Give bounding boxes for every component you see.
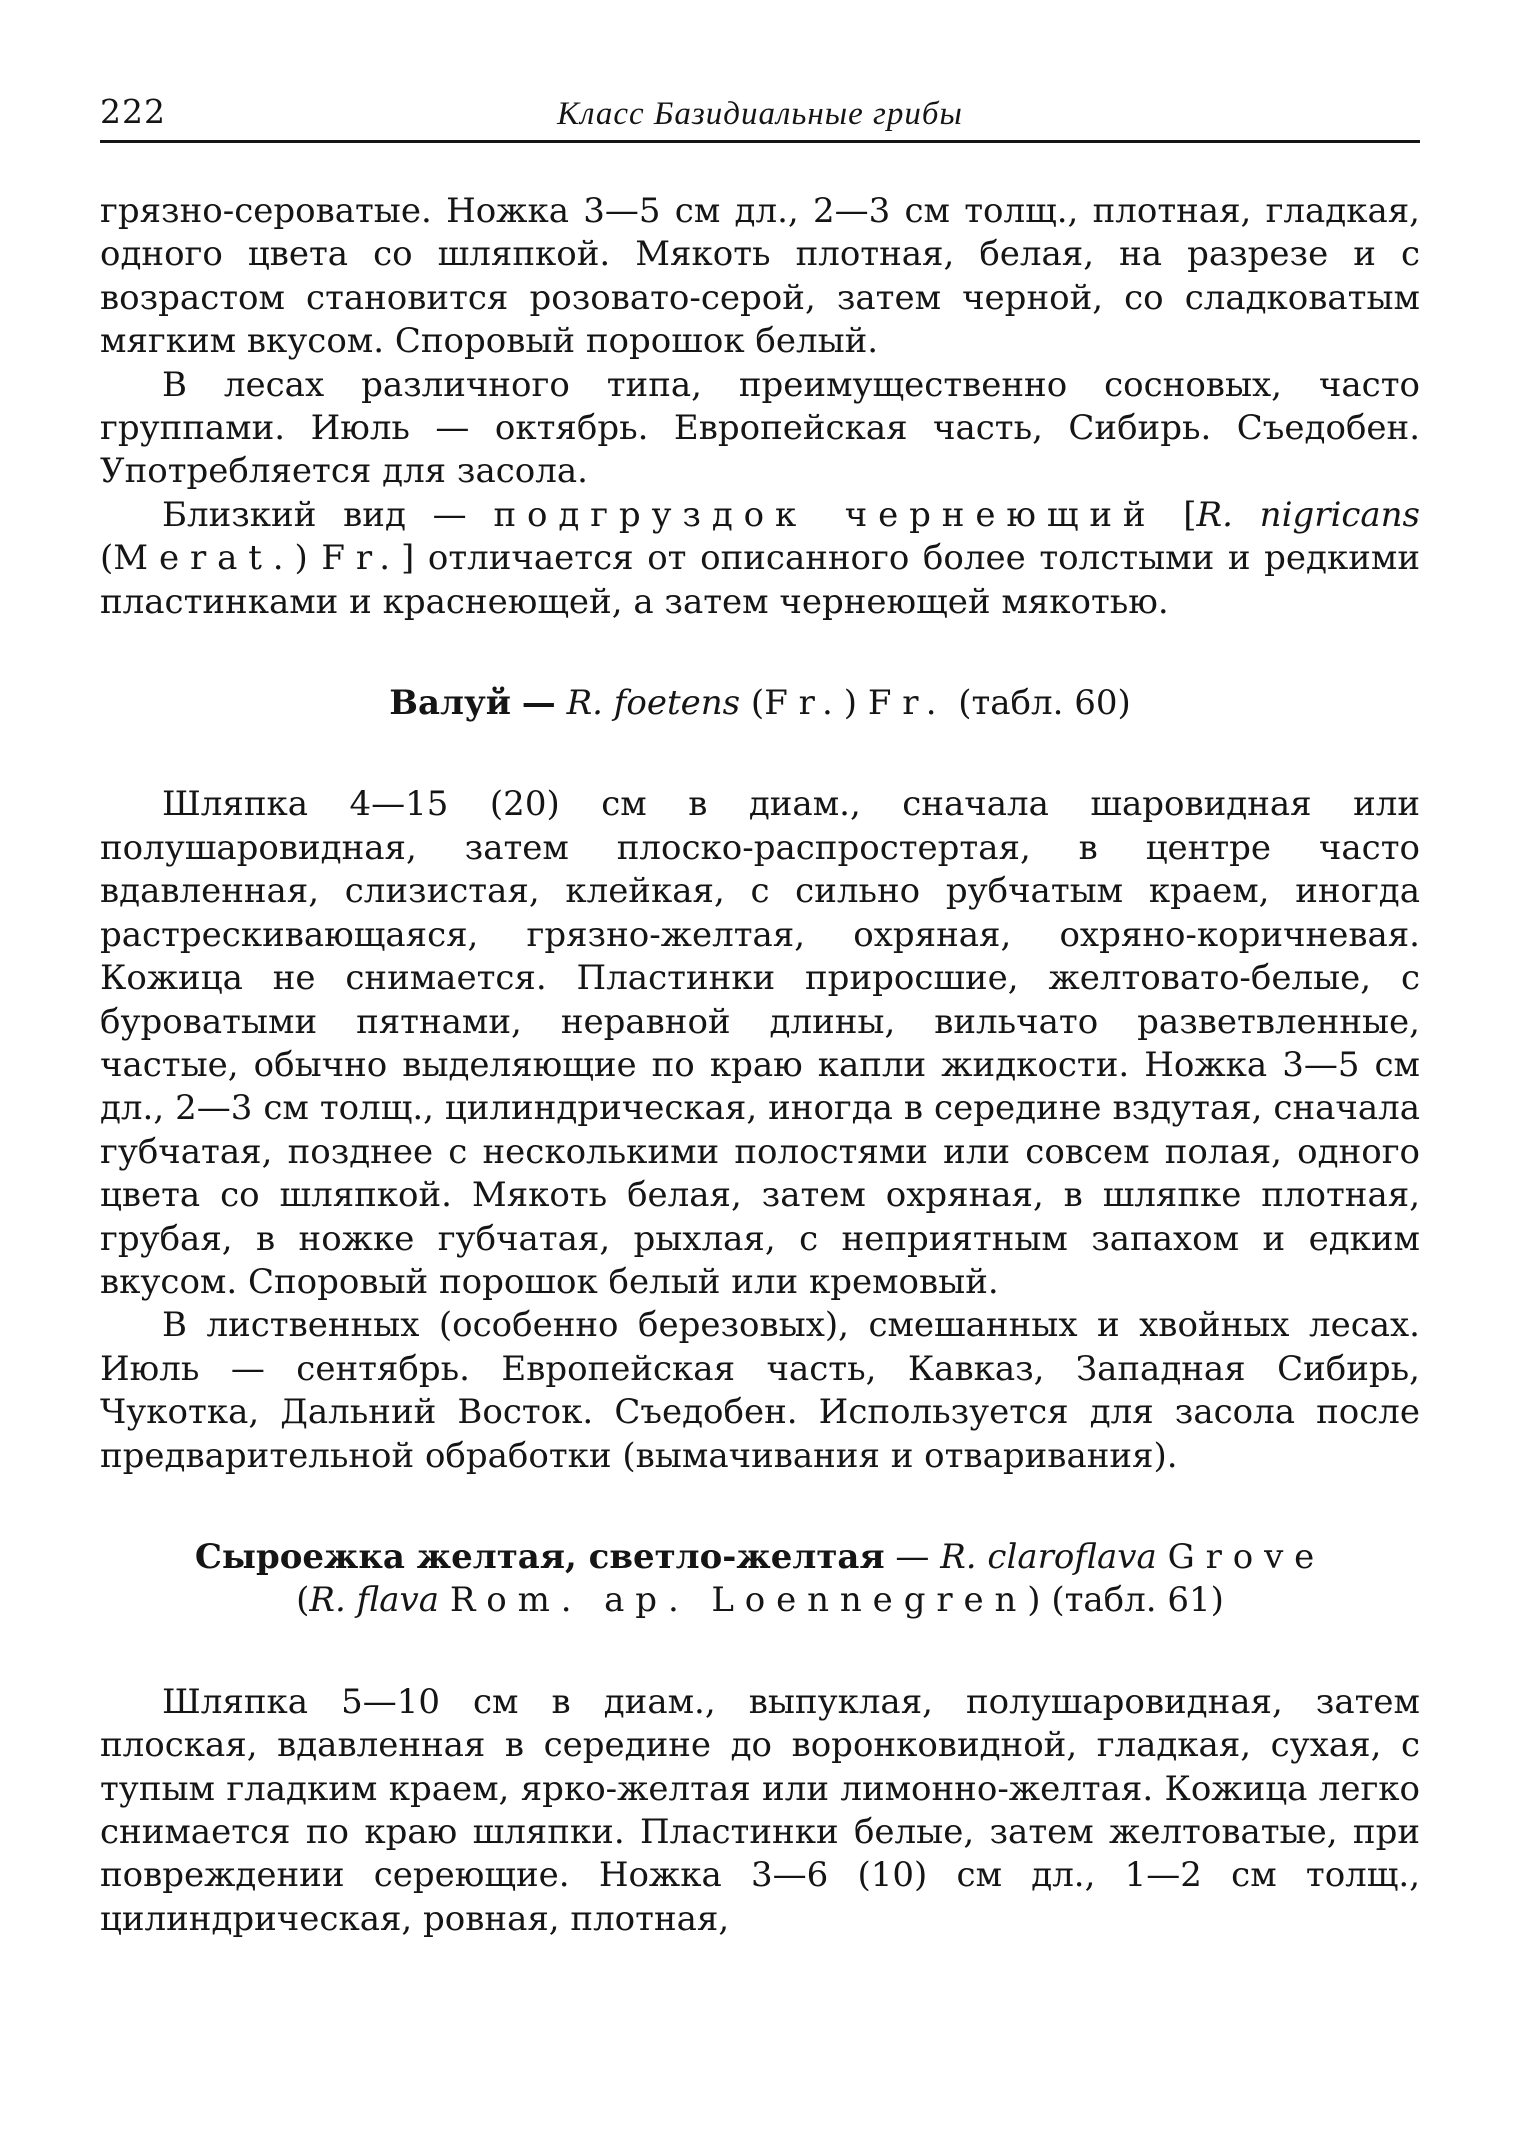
paragraph-valui-habitat: В лиственных (особенно березовых), смешанных и хвойных лесах. Июль — сентябрь. Европейская часть, Кавказ, Западная Сибирь, Чукотка, Дальний Восток. Съедобен. Используется для засола после предварительной обработки (вымачивания и отваривания). [100,1305,1420,1476]
paragraph-syroezhka-description: Шляпка 5—10 см в диам., выпуклая, полушаровидная, затем плоская, вдавленная в середине до воронковидной, гладкая, сухая, с тупым гладким краем, ярко-желтая или лимонно-желтая. Кожица легко снимается по краю шляпки. Пластинки белые, затем желтоватые, при повреждении сереющие. Ножка 3—6 (10) см дл., 1—2 см толщ., цилиндрическая, ровная, плотная, [100,1681,1420,1939]
author-name: Fr. [321,538,401,579]
paragraph-valui-description: Шляпка 4—15 (20) см в диам., сначала шаровидная или полушаровидная, затем плоско-распростертая, в центре часто вдавленная, слизистая, клейкая, с сильно рубчатым краем, иногда растрескивающаяся, грязно-желтая, охряная, охряно-коричневая. Кожица не снимается. Пластинки приросшие, желтовато-белые, с буроватыми пятнами, неравной длины, вильчато разветвленные, частые, обычно выделяющие по краю капли жидкости. Ножка 3—5 см дл., 2—3 см толщ., цилиндрическая, иногда в середине вздутая, сначала губчатая, позднее с несколькими полостями или совсем полая, одного цвета со шляпкой. Мякоть белая, затем охряная, в шляпке плотная, грубая, в ножке губчатая, рыхлая, с неприятным запахом и едким вкусом. Споровый порошок белый или кремовый. [100,784,1420,1302]
species-name-spaced: подгруздок чернеющий [493,494,1157,535]
running-title: Класс Базидиальные грибы [557,96,963,132]
latin-name: R. nigricans [1196,494,1420,535]
paragraph-similar-species: Близкий вид — подгруздок чернеющий [R. nigricans (Merat.) Fr.] отличается от описанного более толстыми и редкими пластинками и краснеющей, а затем чернеющей мякотью. [100,494,1421,622]
page-body [100,190,1420,1941]
page-number: 222 [100,92,166,131]
running-head [100,92,1420,143]
species-heading-syroezhka: Сыроежка желтая, светло-желтая — R. claroflava Grove (R. flava Rom. ap. Loennegren) (табл. 61) [194,1536,1326,1621]
paragraph-continued: грязно-сероватые. Ножка 3—5 см дл., 2—3 см толщ., плотная, гладкая, одного цвета со шляпкой. Мякоть плотная, белая, на разрезе и с возрастом становится розовато-серой, затем черной, со сладковатым мягким вкусом. Споровый порошок белый. [100,191,1420,362]
paragraph-habitat: В лесах различного типа, преимущественно сосновых, часто группами. Июль — октябрь. Европейская часть, Сибирь. Съедобен. Употребляется для засола. [100,364,1420,492]
author-name: Merat. [113,538,295,579]
species-heading-valui: Валуй — R. foetens (Fr.) Fr. (табл. 60) [389,683,1131,724]
